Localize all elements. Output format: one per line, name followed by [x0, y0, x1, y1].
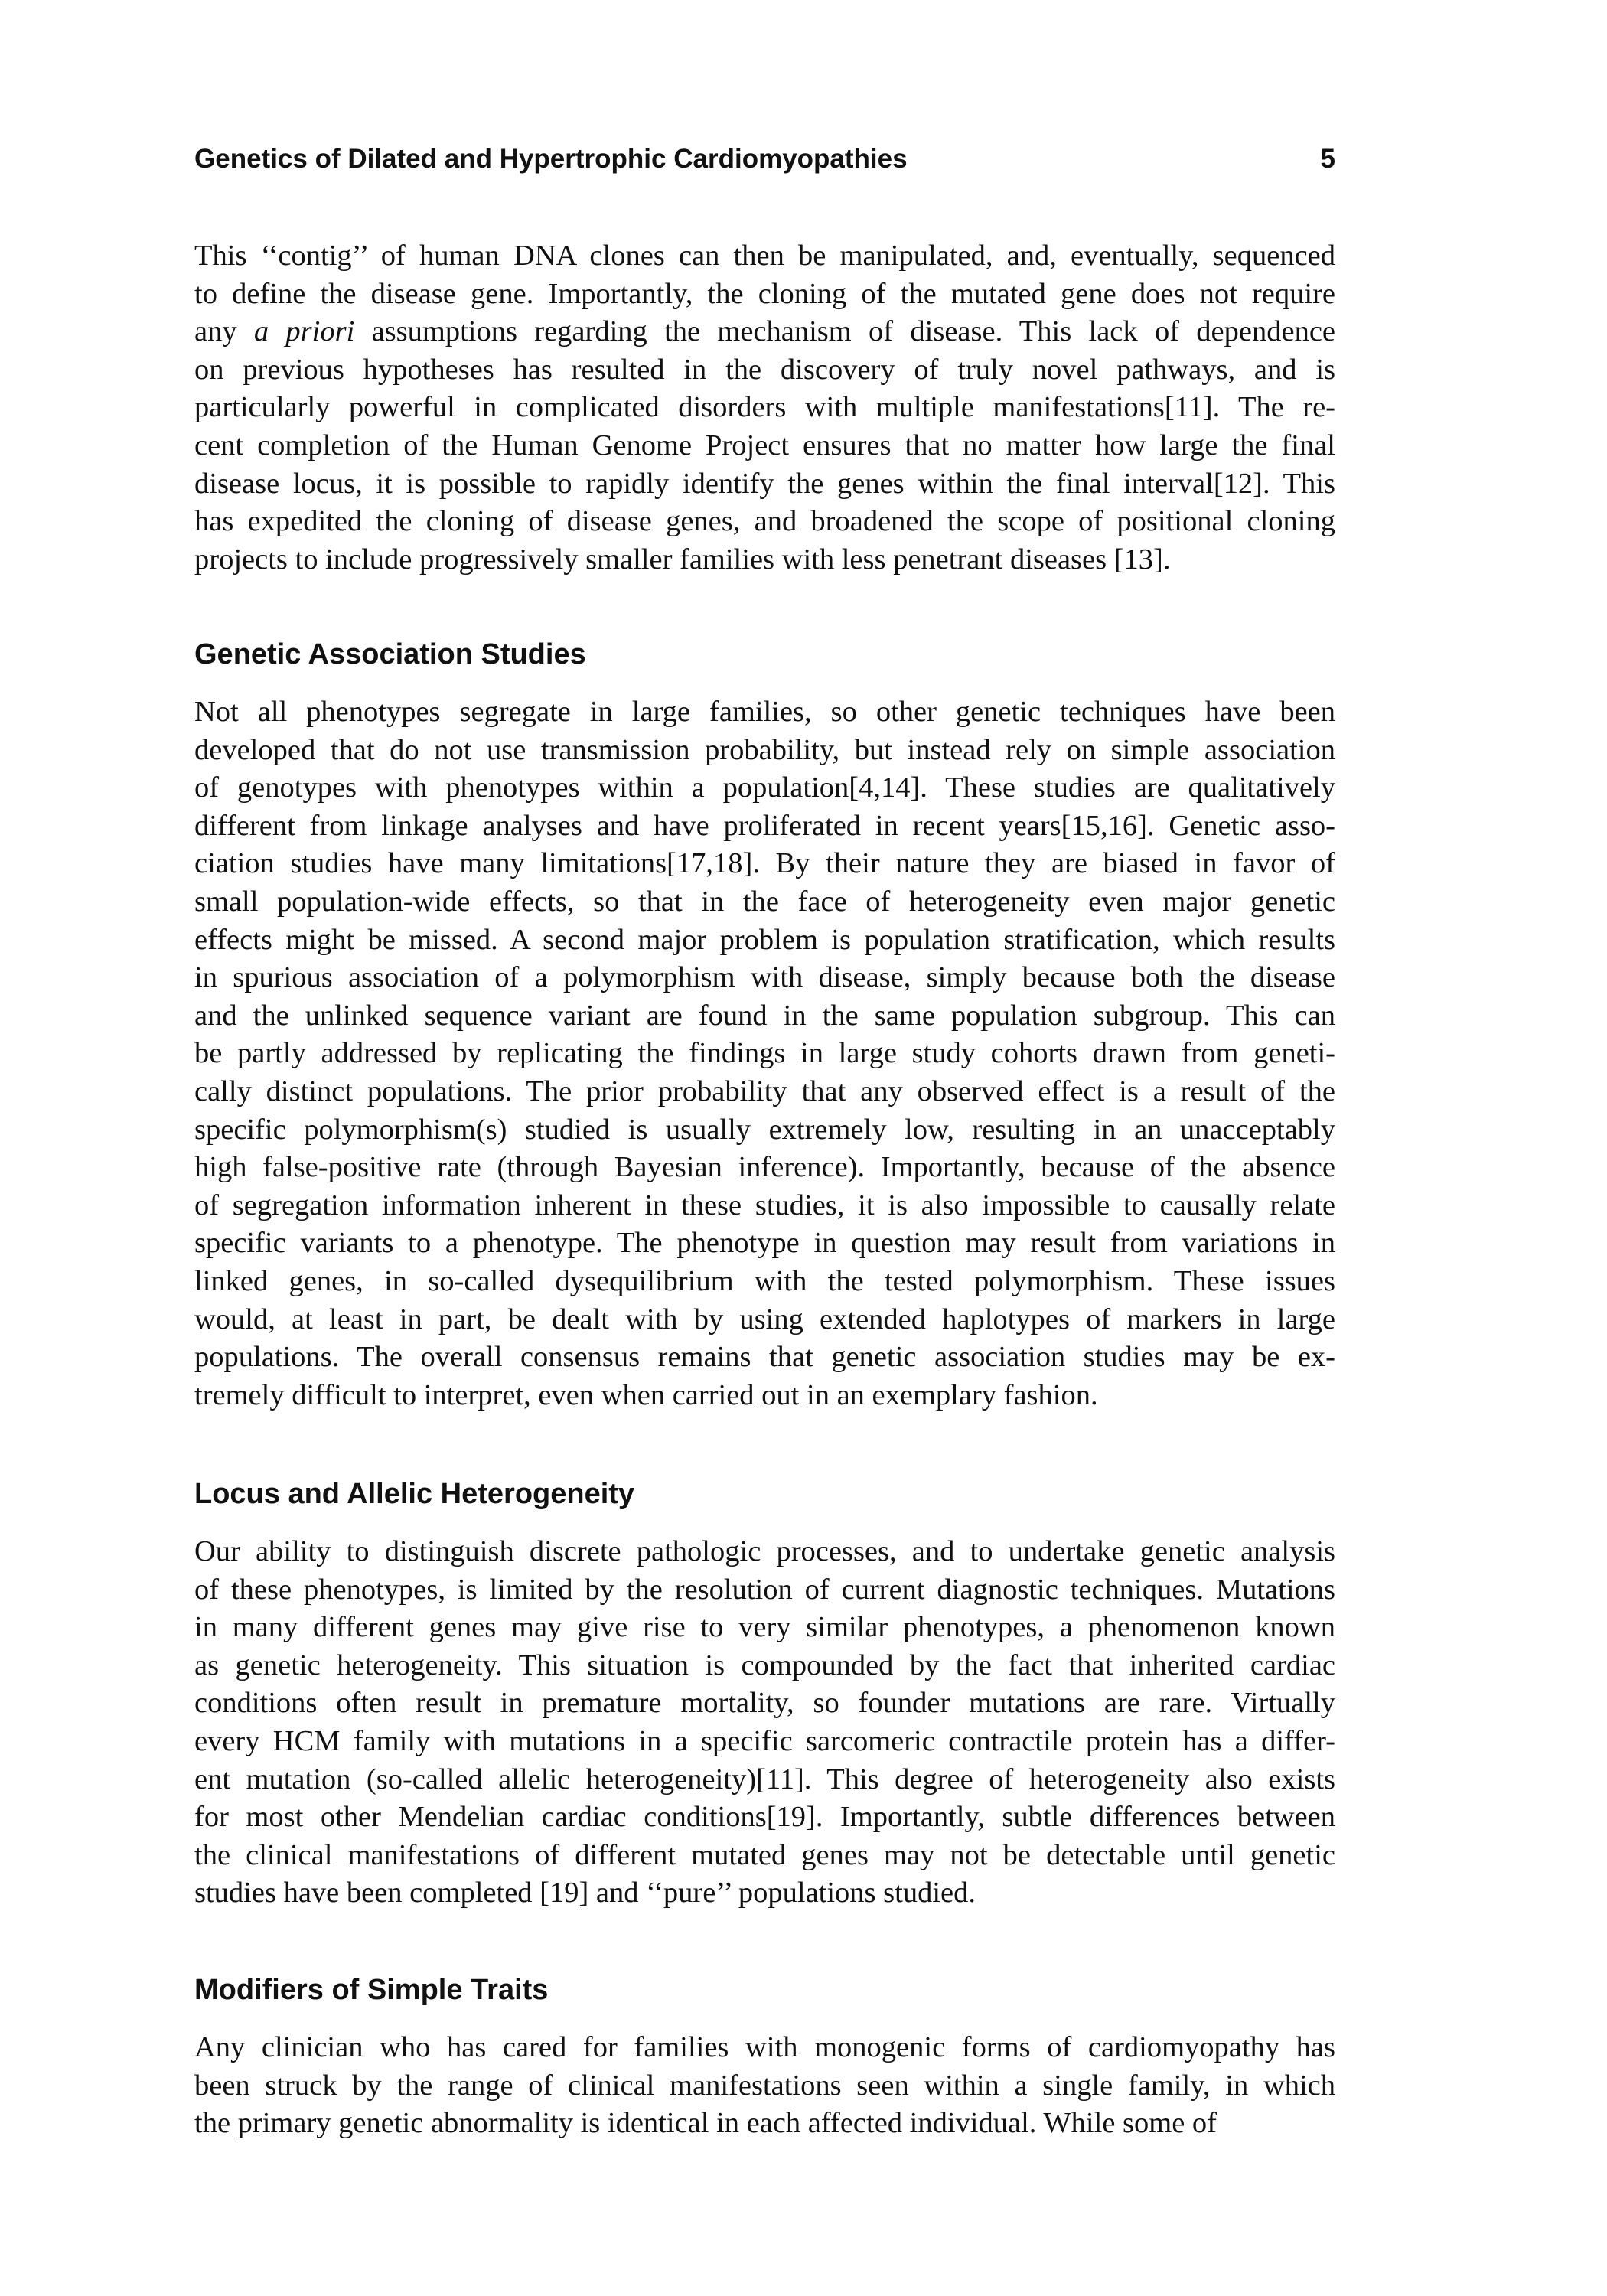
text-line: disease locus, it is possible to rapidly identify the genes within the final interval[12]. This — [194, 467, 1335, 500]
section-heading-locus-allelic-heterogeneity: Locus and Allelic Heterogeneity — [194, 1478, 635, 1510]
text-line: Our ability to distinguish discrete pathologic processes, and to undertake genetic analysis — [194, 1535, 1335, 1567]
text-line: tremely difficult to interpret, even when carried out in an exemplary fashion. — [194, 1378, 1098, 1411]
text-line: and the unlinked sequence variant are found in the same population subgroup. This can — [194, 999, 1335, 1032]
text-line: Not all phenotypes segregate in large families, so other genetic techniques have been — [194, 696, 1335, 728]
text-line: would, at least in part, be dealt with by using extended haplotypes of markers in large — [194, 1303, 1335, 1336]
text-line: ciation studies have many limitations[17,18]. By their nature they are biased in favor of — [194, 847, 1335, 880]
text-line: of genotypes with phenotypes within a population[4,14]. These studies are qualitatively — [194, 771, 1335, 804]
text-line: This ‘‘contig’’ of human DNA clones can then be manipulated, and, eventually, sequenced — [194, 240, 1335, 272]
text-line: in many different genes may give rise to very similar phenotypes, a phenomenon known — [194, 1611, 1335, 1644]
text-line: different from linkage analyses and have proliferated in recent years[15,16]. Genetic asso- — [194, 809, 1335, 842]
text-line: on previous hypotheses has resulted in the discovery of truly novel pathways, and is — [194, 353, 1335, 386]
text-line: specific variants to a phenotype. The phenotype in question may result from variations in — [194, 1227, 1335, 1260]
section-heading-genetic-association-studies: Genetic Association Studies — [194, 638, 586, 670]
text-line: for most other Mendelian cardiac conditions[19]. Importantly, subtle differences between — [194, 1801, 1335, 1834]
text-line: of these phenotypes, is limited by the resolution of current diagnostic techniques. Mutations — [194, 1573, 1335, 1606]
text-line: projects to include progressively smaller families with less penetrant diseases [13]. — [194, 543, 1171, 576]
italic-term: a priori — [253, 315, 355, 348]
paragraph-genetic-association-studies — [194, 693, 1335, 1414]
text-line: every HCM family with mutations in a specific sarcomeric contractile protein has a differ- — [194, 1724, 1335, 1757]
text-line: particularly powerful in complicated disorders with multiple manifestations[11]. The re- — [194, 391, 1335, 424]
text-line: any a priori assumptions regarding the mechanism of disease. This lack of dependence — [194, 315, 1335, 348]
text-line: in spurious association of a polymorphism with disease, simply because both the disease — [194, 961, 1335, 994]
text-line: Any clinician who has cared for families with monogenic forms of cardiomyopathy has — [194, 2031, 1335, 2063]
running-head-title: Genetics of Dilated and Hypertrophic Cardiomyopathies — [194, 144, 908, 174]
text-line: small population-wide effects, so that in the face of heterogeneity even major genetic — [194, 885, 1335, 918]
text-line: ent mutation (so-called allelic heterogeneity)[11]. This degree of heterogeneity also exists — [194, 1763, 1335, 1795]
text-line: conditions often result in premature mortality, so founder mutations are rare. Virtually — [194, 1687, 1335, 1720]
text-line: of segregation information inherent in these studies, it is also impossible to causally relate — [194, 1189, 1335, 1221]
text-line: has expedited the cloning of disease genes, and broadened the scope of positional cloning — [194, 505, 1335, 538]
text-line: be partly addressed by replicating the findings in large study cohorts drawn from geneti- — [194, 1037, 1335, 1070]
paragraph-locus-allelic-heterogeneity — [194, 1533, 1335, 1913]
text-line: as genetic heterogeneity. This situation is compounded by the fact that inherited cardiac — [194, 1649, 1335, 1681]
text-line: linked genes, in so-called dysequilibrium with the tested polymorphism. These issues — [194, 1264, 1335, 1297]
text-line: high false-positive rate (through Bayesian inference). Importantly, because of the absence — [194, 1151, 1335, 1184]
text-line: populations. The overall consensus remains that genetic association studies may be ex- — [194, 1341, 1335, 1374]
text-line: developed that do not use transmission probability, but instead rely on simple association — [194, 733, 1335, 766]
text-line: cent completion of the Human Genome Project ensures that no matter how large the final — [194, 429, 1335, 461]
paragraph-positional-cloning — [194, 237, 1335, 579]
text-line: effects might be missed. A second major problem is population stratification, which results — [194, 923, 1335, 956]
page-number: 5 — [1320, 144, 1335, 174]
section-heading-modifiers-simple-traits: Modifiers of Simple Traits — [194, 1974, 549, 2006]
text-line: specific polymorphism(s) studied is usually extremely low, resulting in an unacceptably — [194, 1113, 1335, 1146]
text-line: been struck by the range of clinical manifestations seen within a single family, in which — [194, 2069, 1335, 2102]
running-head — [194, 142, 1335, 176]
text-line: studies have been completed [19] and ‘‘pure’’ populations studied. — [194, 1877, 976, 1910]
text-line: to define the disease gene. Importantly, the cloning of the mutated gene does not require — [194, 277, 1335, 310]
text-line: the primary genetic abnormality is identical in each affected individual. While some of — [194, 2107, 1217, 2140]
text-line: the clinical manifestations of different mutated genes may not be detectable until genetic — [194, 1838, 1335, 1871]
paragraph-modifiers-simple-traits — [194, 2029, 1335, 2143]
text-line: cally distinct populations. The prior probability that any observed effect is a result of the — [194, 1075, 1335, 1107]
